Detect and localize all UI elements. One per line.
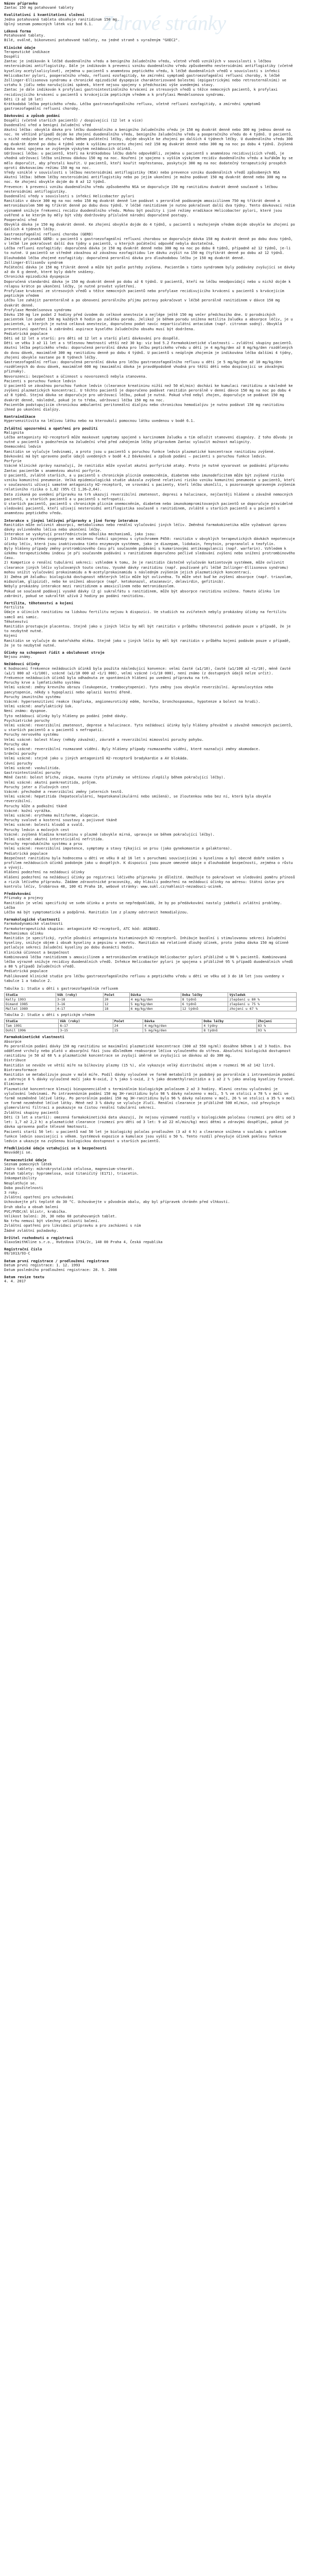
paragraph: Pediatrická populace <box>4 969 48 974</box>
paragraph: Velmi vzácné: erythema multiforme, alopecie. <box>4 813 100 818</box>
section-title: Farmakokinetické vlastnosti <box>4 1035 64 1040</box>
paragraph: Poruchy reprodukčního systému a prsu <box>4 842 82 846</box>
paragraph: Akutní léčba: obvyklá dávka pro léčbu duodenálního a benigního žaludečního vředu je 150 mg dvakrát denně nebo 300 mg jednou denně na noc. Ve většině případů dojde ke zhojení duodenálního vředu, benigního žaludečního vředu a pooperačního vředu do 4 týdnů. U pacientů, u nichž nedojde ke zhojení vředu během počáteční léčby, dojde obvykle ke zhojení po dalších 4 týdnech léčby. U duodenálního vředu 300 mg dvakrát denně po dobu 4 týdnů vede k vyššímu procentu zhojení než 150 mg dvakrát denně nebo 300 mg na noc po dobu 4 týdnů. Zvýšená dávka není spojena se zvýšeným výskytem nežádoucích účinků. <box>4 128 295 151</box>
section <box>4 1259 297 1273</box>
table-cell: 18 <box>103 1007 129 1011</box>
paragraph: Úplný seznam pomocných látek viz bod 6.1. <box>4 22 93 26</box>
table-row <box>5 1024 297 1028</box>
table-caption: Tabulka 1: Studie u dětí s gastroezofageálním refluxem <box>4 987 118 991</box>
paragraph: Velmi vzácné: hepatitida (hepatocelulární, hepatokanalikulární nebo smíšená), se žloutenkou nebo bez ní, která byla obvykle reverzibilní. <box>4 794 273 804</box>
paragraph: Ranitidin může ovlivnit absorpci, metabolismus nebo renální vylučování jiných léčiv. Změněná farmakokinetika může vyžadovat úpravu dávky ovlivněného léčiva nebo ukončení léčby. <box>4 522 289 532</box>
paragraph: K hodnocení frekvence nežádoucích účinků byla použita následující konvence: velmi časté (≥1/10), časté (≥1/100 až <1/10), méně časté (≥1/1 000 až <1/100), vzácné (≥1/10 000 až <1/1 000), velmi vzácné (<1/10 000), není známo (z dostupných údajů nelze určit). <box>4 666 293 675</box>
paragraph: Seznam pomocných látek <box>4 1162 52 1166</box>
table-cell: 6 týdnů <box>181 1002 228 1007</box>
paragraph: Léčba antagonisty H2-receptorů může maskovat symptomy spojené s karcinomem žaludku a tím odložit stanovení diagnózy. Z toho důvodu je nutné u pacientů s podezřením na žaludeční vřed před zahájením léčby přípravkem Zantac vyloučit možnost malignity. <box>4 435 295 445</box>
table-cell: 4 týdny <box>202 1024 256 1028</box>
paragraph: Dospělí <box>4 55 20 59</box>
paragraph: Léčbu lze zahájit parenterálně a po obnovení perorálního příjmu potravy pokračovat v léčbě perorálně ranitidinem v dávce 150 mg dvakrát denně. <box>4 298 282 308</box>
paragraph: Zantac 150 mg potahované tablety <box>4 6 74 10</box>
section-title: Farmaceutické údaje <box>4 1157 47 1162</box>
paragraph: Klinická účinnost a bezpečnost <box>4 950 70 955</box>
paragraph: Hlášení podezření na nežádoucí účinky <box>4 870 84 875</box>
paragraph: Po perorálním podání dávky 150 mg ranitidinu se maximální plazmatické koncentrace (300 až 550 ng/ml) dosáhne během 1 až 3 hodin. Dva oddělené vrcholy nebo plató v absorpční fázi jsou důsledkem reabsorpce léčiva vyloučeného do střeva. Absolutní biologická dostupnost ranitidinu je 50 až 60 % a plazmatické koncentrace se zvyšují úměrně se zvyšující se dávkou až do 300 mg. <box>4 1044 293 1058</box>
paragraph: Velmi vzácné: akutní intersticiální nefritida. <box>4 837 104 841</box>
paragraph: Udržovací léčba: u pacientů, kteří na krátkodobou léčbu dobře odpověděli, zejména u pacientů s anamnézou recidivujících vředů, je vhodná udržovací léčba sníženou dávkou 150 mg na noc. Kouření je spojeno s vyšším výskytem recidiv duodenálního vředu a kuřákům by se mělo doporučit, aby přestali kouřit. U pacientů, kteří kouřit nepřestanou, poskytuje 300 mg na noc dodatečný terapeutický prospěch oproti dávkovacímu režimu 150 mg na noc. <box>4 151 295 170</box>
watermark-text: Zdravé stránky <box>102 11 227 35</box>
paragraph: Gastroezofageální refluxní choroba (GERD) <box>4 232 93 236</box>
paragraph: Velmi vzácné: vaskulitida. <box>4 766 61 770</box>
paragraph: Profylaxe krvácení ze stresových vředů u těžce nemocných pacientů nebo profylaxe recidivujícího krvácení u pacientů s krvácejícím peptickým vředem <box>4 289 286 298</box>
paragraph: Vzácné klinické zprávy naznačují, že ranitidin může vyvolat akutní porfyrické ataky. Proto je nutné vyvarovat se podávání přípravku Zantac pacientům s anamnézou akutní porfyrie. <box>4 464 291 473</box>
section <box>4 1275 297 1284</box>
paragraph: Malignita <box>4 430 24 435</box>
table-caption: Tabulka 2: Studie u dětí s peptickým vředem <box>4 1013 95 1018</box>
table-header-row <box>5 993 297 997</box>
table-header-cell: Věk (roky) <box>56 993 103 997</box>
paragraph: Absorpce <box>4 1039 22 1044</box>
paragraph: Pacientům podstupujícím chronickou ambulantní peritoneální dialýzu nebo chronickou hemodialýzu je nutno podávat 150 mg ranitidinu ihned po ukončení dialýzy. <box>4 402 286 412</box>
paragraph: Poruchy kůže a podkožní tkáně <box>4 804 67 808</box>
paragraph: Poruchy ledvin a močových cest <box>4 827 70 832</box>
paragraph: U pacientů se závažnou poruchou funkce ledvin (clearance kreatininu nižší než 50 ml/min) dochází ke kumulaci ranitidinu a následně ke zvýšení plazmatických koncentrací. U těchto pacientů je doporučeno podávat ranitidin perorálně v denní dávce 150 mg na noc po dobu 4 až 8 týdnů. Stejná dávka se doporučuje pro udržovací léčbu, pokud je nutná. Pokud vřed nebyl zhojen, doporučuje se podávat 150 mg dvakrát denně, následně, pokud je to třeba, udržovací léčba 150 mg na noc. <box>4 384 295 402</box>
section <box>4 45 297 112</box>
paragraph: Počáteční dávka je 150 mg třikrát denně a může být podle potřeby zvýšena. Pacientům s tímto syndromem byly podávány zvyšující se dávky až do 6 g denně, které byly dobře snášeny. <box>4 265 297 275</box>
paragraph: Vzácné: přechodné a reverzibilní změny jaterních testů. <box>4 789 124 794</box>
section-title: Klinické údaje <box>4 45 36 50</box>
section <box>4 1158 297 1233</box>
paragraph: 3) Změna pH žaludku: biologická dostupnost některých léčiv může být ovlivněna. To může vést buď ke zvýšení absorpce (např. triazolam, midazolam, glipizid), nebo ke snížení absorpce (např. ketokonazol, atazanavir, delavirdin, gefitinib). <box>4 574 295 584</box>
paragraph: PVC/PVDC/Al blistr, krabička. <box>4 1209 67 1214</box>
paragraph: Pokud se současně podávají vysoké dávky (2 g) sukralfátu s ranitidinem, může být absorpce ranitidinu snížena. Tomuto účinku lze zabránit, pokud se sukralfát užívá 2 hodiny po podání ranitidinu. <box>4 589 282 598</box>
paragraph: Datum první registrace: 1. 12. 1993 <box>4 1263 80 1267</box>
paragraph: Vzácné: kožní vyrážka. <box>4 808 52 813</box>
paragraph: Interakce se vyskytují prostřednictvím několika mechanismů, jako jsou: <box>4 532 157 537</box>
table-cell: 3–18 <box>56 997 103 1002</box>
table-cell: zlepšení u 80 % <box>228 997 297 1002</box>
paragraph: Duodenální vředy v souvislosti s infekcí Helicobacter pylori <box>4 194 134 198</box>
section-title: Fertilita, těhotenství a kojení <box>4 600 74 605</box>
table-cell: Mallet 1989 <box>5 1007 56 1011</box>
table-header-cell: Počet <box>113 1019 143 1024</box>
table-cell: 24 <box>113 1024 143 1028</box>
paragraph: Zantac je dále indikován k profylaxi gastrointestinálního krvácení ze stresových vředů u těžce nemocných pacientů, k profylaxi recidivujícího krvácení u pacientů s krvácejícím peptickým vředem a k profylaxi Mendelsonova syndromu. <box>4 88 280 97</box>
data-table <box>4 992 297 1011</box>
paragraph: Zvláštní skupiny pacientů <box>4 1110 59 1115</box>
section <box>4 1247 297 1256</box>
table-cell: 20 <box>103 997 129 1002</box>
section-title: Účinky na schopnost řídit a obsluhovat stroje <box>4 650 105 655</box>
paragraph: Jádro tablety: mikrokrystalická celulosa, magnesium-stearát. <box>4 1166 134 1171</box>
paragraph: Ranitidin se vylučuje do mateřského mléka. Stejně jako u jiných léčiv by měl být ranitidin v průběhu kojení podáván pouze v případě, že je to nezbytně nutné. <box>4 638 293 648</box>
paragraph: Krátkodobá léčba peptického vředu. Léčba gastroezofageálního refluxu, včetně refluxní ezofagitidy, a zmírnění symptomů gastroezofageální refluxní choroby. <box>4 102 263 111</box>
paragraph: Fertilita <box>4 605 24 610</box>
table-header-cell: Dávka <box>143 1019 202 1024</box>
paragraph: Kojení <box>4 634 18 638</box>
section <box>4 1 297 10</box>
section-title: Zvláštní upozornění a opatření pro použití <box>4 426 98 431</box>
table-cell: 15 <box>113 1028 143 1033</box>
section <box>4 1035 297 1144</box>
paragraph: Poruchy jater a žlučových cest <box>4 785 70 789</box>
section-title: Předklinické údaje vztahující se k bezpečnosti <box>4 1146 107 1151</box>
paragraph: Pacienti s poruchou funkce ledvin <box>4 379 76 383</box>
table-cell: 3–16 <box>56 1002 103 1007</box>
paragraph: Eliminace <box>4 1082 24 1087</box>
paragraph: Dospělí (včetně starších pacientů) / dospívající (12 let a více) <box>4 118 143 123</box>
section-title: Datum první registrace / prodloužení registrace <box>4 1258 109 1263</box>
table-header-row <box>5 1019 297 1024</box>
table-cell: 5 mg/kg/den <box>143 1028 202 1033</box>
table-header-cell: Doba léčby <box>181 993 228 997</box>
paragraph: Ranitidin se vylučuje ledvinami, a proto jsou u pacientů s poruchou funkce ledvin plazmatické koncentrace ranitidinu zvýšené. Dávkování má být upraveno podle údajů uvedených v bodě 4.2 Dávkování a způsob podání – pacienti s poruchou funkce ledvin. <box>4 449 278 459</box>
paragraph: Inkompatibility <box>4 1176 37 1181</box>
section <box>4 12 297 27</box>
table-cell: 93 % <box>256 1028 296 1033</box>
paragraph: Zvláštní opatření pro likvidaci přípravku a pro zacházení s ním <box>4 1224 141 1228</box>
paragraph: Léčba má být symptomatická a podpůrná. Ranitidin lze z plazmy odstranit hemodialýzou. <box>4 910 189 914</box>
table-cell: zhojení u 67 % <box>228 1007 297 1011</box>
paragraph: Neuvádějí se. <box>4 1150 32 1155</box>
paragraph: Příznaky a projevy <box>4 896 43 901</box>
section <box>4 891 297 915</box>
section-title: Farmakologické vlastnosti <box>4 917 60 922</box>
section <box>4 414 297 423</box>
paragraph: Poruchy svalové a kosterní soustavy a pojivové tkáně <box>4 818 117 823</box>
paragraph: Gastrointestinální poruchy <box>4 771 61 775</box>
paragraph: Velmi vzácné: reverzibilní impotence, symptomy a stavy týkající se prsu (jako gynekomastie a galaktorea). <box>4 846 232 851</box>
section-title: Název přípravku <box>4 1 38 6</box>
paragraph: Chronická epizodická dyspepsie <box>4 275 70 279</box>
paragraph: Srdeční poruchy <box>4 752 37 756</box>
paragraph: Zollinger-Ellisonův syndrom <box>4 260 63 265</box>
table-cell: 12 týdnů <box>181 1007 228 1011</box>
paragraph: Pediatrická populace <box>4 851 48 856</box>
table-row <box>5 1002 297 1007</box>
table-cell: 8 týdnů <box>202 1028 256 1033</box>
paragraph: 1) Inhibice systému oxygenázy se smíšenou funkcí spojenou s cytochromem P450: ranitidin v obvyklých terapeutických dávkách nepotencuje účinky léčiv, která jsou inaktivována tímto enzymovým systémem, jako je diazepam, lidokain, fenytoin, propranolol a teofylin. <box>4 537 297 546</box>
paragraph: Ranitidin je specifický, rychle působící antagonista histaminových H2-receptorů. Inhibuje bazální i stimulovanou sekreci žaludeční kyseliny, snižuje objem i obsah kyseliny a pepsinu v sekretu. Ranitidin má relativně dlouhý účinek, proto jedna dávka 150 mg účinně potlačuje sekreci žaludeční kyseliny po dobu dvanácti hodin. <box>4 936 291 950</box>
table-cell: 8 týdnů <box>181 997 228 1002</box>
paragraph: Pooperační vřed <box>4 217 37 222</box>
paragraph: Ranitidin v dávce 300 mg na noc nebo 150 mg dvakrát denně lze podávat s perorálně podávaným amoxicilinem 750 mg třikrát denně a metronidazolem 500 mg třikrát denně po dobu dvou týdnů. V léčbě ranitidinem je nutno pokračovat další dva týdny. Tento dávkovací režim významně snižuje frekvenci recidiv duodenálního vředu. Mohou být použity i jiné režimy eradikace Helicobacter pylori, které jsou ověřené a ke kterým by měly být vždy dodržovány příslušné národní doporučené postupy. <box>4 199 297 217</box>
paragraph: Porfyrie <box>4 459 22 464</box>
section-title: Kontraindikace <box>4 414 36 419</box>
paragraph: Vředy vzniklé v souvislosti s léčbou nesteroidními antiflogistiky (NSA) nebo prevence vzniku duodenálních vředů způsobených NSA <box>4 170 280 175</box>
paragraph: Údaje o účincích ranitidinu na lidskou fertilitu nejsou k dispozici. Ve studiích na zvířatech nebyly prokázány účinky na fertilitu samců ani samic. <box>4 610 289 619</box>
paragraph: Potahované tablety. <box>4 33 46 38</box>
table-row <box>5 1007 297 1011</box>
paragraph: Psychiatrické poruchy <box>4 718 50 723</box>
paragraph: Bílé, oválné, bikonvexní potahované tablety, na jedné straně s vyraženým "GXEC2". <box>4 38 180 43</box>
table-row <box>5 997 297 1002</box>
paragraph: Poruchy krve a lymfatického systému <box>4 681 80 685</box>
paragraph: Cévní poruchy <box>4 761 32 766</box>
paragraph: Akutní léčba: během léčby nesteroidními antiflogistiky nebo po jejím ukončení je možno podávat 150 mg dvakrát denně nebo 300 mg na noc. Ke zhojení obvykle dojde do 8 až 12 týdnů. <box>4 175 289 184</box>
paragraph: Akutní léčba peptického vředu: doporučená perorální dávka pro léčbu peptického vředu u dětí je 4 mg/kg/den až 8 mg/kg/den rozdělených do dvou dávek, maximálně 300 mg ranitidinu denně po dobu 4 týdnů. U pacientů s neúplným zhojením je indikována léčba dalšími 4 týdny, zhojení obvykle nastane po 8 týdnech léčby. <box>4 346 295 360</box>
table-cell: 3–15 <box>59 1028 113 1033</box>
paragraph: Nejsou známy. <box>4 655 32 659</box>
paragraph: 4. 4. 2017 <box>4 1279 26 1284</box>
paragraph: Terapeutické indikace <box>4 49 50 54</box>
table-cell: 5 mg/kg/den <box>129 1002 181 1007</box>
table-cell: Dohil 1996 <box>5 1028 59 1033</box>
paragraph: Není známo: dyspnoe. <box>4 709 48 714</box>
paragraph: Neuplatňuje se. <box>4 1181 37 1185</box>
table-header-cell: Počet <box>103 993 129 997</box>
section <box>4 1146 297 1155</box>
paragraph: Kombinovaná léčba ranitidinem s amoxicilinem a metronidazolem eradikuje Helicobacter pylori přibližně u 90 % pacientů. Kombinovaná léčba výrazně snižuje recidivy duodenálních vředů. Infekce Helicobacter pylori je spojena s přibližně 95 % případů duodenálních vředů a 80 % případů žaludečních vředů. <box>4 955 295 969</box>
paragraph: 3 roky. <box>4 1190 20 1195</box>
table-cell: 4–17 <box>56 1007 103 1011</box>
paragraph: Léčba <box>4 905 15 910</box>
section <box>4 518 297 599</box>
paragraph: U pacientů, zvláště starších, a u pacientů s chronickým plicním onemocněním, diabetem nebo imunodeficitem může být zvýšené riziko vzniku komunitní pneumonie. Velká epidemiologická studie ukázala zvýšené relativní riziko vzniku komunitní pneumonie u pacientů, kteří v současnosti užívají samotné antagonisty H2-receptorů, ve srovnání s pacienty, kteří léčbu ukončili, s pozorovaným upraveným zvýšením relativního rizika o 1,82 (95% CI 1,26–2,64). <box>4 473 297 492</box>
paragraph: Velmi vzácné: akutní pankreatitida, průjem. <box>4 780 98 785</box>
paragraph: Bezpečnost ranitidinu byla hodnocena u dětí ve věku 0 až 16 let s poruchami souvisejícími s kyselinou a byl obecně dobře snášen s profilem nežádoucích účinků podobným jako u dospělých. K dispozici jsou pouze omezené údaje o dlouhodobé bezpečnosti, zejména o růstu a vývoji. <box>4 856 295 870</box>
paragraph: Tyto nežádoucí účinky byly hlášeny po podání jedné dávky. <box>4 714 128 718</box>
section <box>4 917 297 984</box>
table-cell: zlepšení u 75 % <box>228 1002 297 1007</box>
table-cell: Dimand 1985 <box>5 1002 56 1007</box>
paragraph: Hlášení podezření na nežádoucí účinky po registraci léčivého přípravku je důležité. Umožňuje to pokračovat ve sledování poměru přínosů a rizik léčivého přípravku. Žádáme zdravotnické pracovníky, aby hlásili podezření na nežádoucí účinky na adresu: Státní ústav pro kontrolu léčiv, Šrobárova 48, 100 41 Praha 10, webové stránky: www.sukl.cz/nahlasit-nezadouci-ucinek. <box>4 875 297 889</box>
paragraph: Nebyly prokázány interakce mezi ranitidinem a amoxicilinem nebo metronidazolem. <box>4 584 176 589</box>
table-header-cell: Dávka <box>129 993 181 997</box>
section-title: Registrační číslo <box>4 1247 42 1252</box>
paragraph: Prevence: k prevenci vzniku duodenálního vředu způsobeného NSA se doporučuje 150 mg ranitidinu dvakrát denně současně s léčbou nesteroidními antiflogistiky. <box>4 184 280 194</box>
section <box>4 29 297 43</box>
paragraph: Dlouhodobá léčba zhojené ezofagitidy: doporučená perorální dávka pro dlouhodobou léčbu je 150 mg dvakrát denně. <box>4 256 245 260</box>
paragraph: Mechanismus účinku <box>4 931 43 936</box>
section <box>4 426 297 516</box>
section <box>4 601 297 648</box>
paragraph: Méně časté: bolest břicha, zácpa, nauzea (tyto příznaky se většinou zlepšily během pokračující léčby). <box>4 775 226 780</box>
section-title: Kvalitativní i kvantitativní složení <box>4 12 84 18</box>
paragraph: Děti (3 až 18 let) <box>4 97 43 101</box>
table-header-cell: Studie <box>5 993 56 997</box>
section-title: Držitel rozhodnutí o registraci <box>4 1235 74 1240</box>
paragraph: Děti (3 let a starší): omezená farmakokinetická data ukazují, že nejsou významné rozdíly v biologickém poločasu (rozmezí pro děti od 3 let: 1,7 až 2,2 h) a plazmatické clearance (rozmezí pro děti od 3 let: 9 až 22 ml/min/kg) mezi dětmi a zdravými dospělými, pokud je dávka upravena podle tělesné hmotnosti. <box>4 1115 297 1129</box>
paragraph: Žádné zvláštní požadavky. <box>4 1228 59 1233</box>
paragraph: Farmakodynamické vlastnosti <box>4 922 63 926</box>
paragraph: Uchovávejte při teplotě do 30 °C. Uchovávejte v původním obalu, aby byl přípravek chráněn před vlhkostí. <box>4 1200 230 1205</box>
paragraph: Ranitidin se metabolizuje pouze v malé míře. Podíl dávky vyloučené ve formě metabolitů je podobný po perorálním i intravenózním podání a zahrnuje 6 % dávky vyloučené močí jako N-oxid, 2 % jako S-oxid, 2 % jako desmethylranitidin a 1 až 2 % jako analog kyseliny furoové. <box>4 1073 297 1082</box>
table-row <box>5 1028 297 1033</box>
paragraph: Doba použitelnosti <box>4 1185 43 1190</box>
paragraph: Poruchy oka <box>4 742 28 747</box>
paragraph: Velmi vzácné: bolest hlavy (někdy závažná), závratě a reverzibilní mimovolní poruchy pohybu. <box>4 737 204 742</box>
paragraph: Dávku 150 mg lze podat 2 hodiny před úvodem do celkové anestezie a nejlépe ještě 150 mg večer předchozího dne. U porodnických pacientek lze podat 150 mg každých 6 hodin po začátku porodu. Jelikož je během porodu snížena motilita žaludku a absorpce léčiv, je u pacientek, u kterých je nutná celková anestezie, doporučeno podat navíc neparticulátní antacidum (např. citronan sodný). Obvyklá preventivní opatření k zabránění aspirace kyselého žaludečního obsahu musí být dodržena. <box>4 313 295 331</box>
paragraph: Velikost balení: 20, 30 nebo 60 potahovaných tablet. <box>4 1214 117 1218</box>
paragraph: GlaxoSmithKline s.r.o., Hvězdova 1734/2c, 140 00 Praha 4, Česká republika <box>4 1240 163 1244</box>
paragraph: Těhotenství <box>4 619 28 624</box>
table-cell: 6 mg/kg/den <box>129 1007 181 1011</box>
paragraph: Datum posledního prodloužení registrace: 28. 5. 2008 <box>4 1267 117 1272</box>
table-cell: Tam 1991 <box>5 1024 59 1028</box>
paragraph: Doporučená standardní dávka je 150 mg dvakrát denně po dobu až 6 týdnů. U pacientů, kteří na léčbu neodpovídají nebo u nichž dojde k relapsu krátce po ukončení léčby, je nutné provést vyšetření. <box>4 279 293 289</box>
paragraph: Frekvence nežádoucích účinků byla odhadnuta ze spontánních hlášení po uvedení přípravku na trh. <box>4 676 211 681</box>
paragraph: Zantac je indikován k léčbě duodenálního vředu a benigního žaludečního vředu, včetně vředů vzniklých v souvislosti s léčbou nesteroidními antiflogistiky. Dále je indikován k prevenci vzniku duodenálního vředu způsobeného nesteroidními antiflogistiky (včetně kyseliny acetylsalicylové), zejména u pacientů s anamnézou peptického vředu, k léčbě duodenálních vředů v souvislosti s infekcí Helicobacter pylori, pooperačního vředu, refluxní ezofagitidy, ke zmírnění symptomů gastroezofageální refluxní choroby, k léčbě Zollinger-Ellisonova syndromu a chronické epizodické dyspepsie charakterizované bolestmi (epigastrickými nebo retrosternálními) ve vztahu k jídlu nebo narušujícími spánek, které nejsou spojeny s předchozími výše uvedenými stavy. <box>4 59 295 88</box>
table-cell: 12 <box>103 1002 129 1007</box>
paragraph: Publikované klinické studie pro léčbu gastroezofageálního refluxu a peptického vředu u dětí ve věku od 3 do 18 let jsou uvedeny v tabulce 1 a tabulce 2. <box>4 974 286 983</box>
paragraph: Velmi vzácné: změny krevního obrazu (leukopenie, trombocytopenie). Tyto změny jsou obvykle reverzibilní. Agranulocytóza nebo pancytopenie, někdy s hypoplazií nebo aplazií kostní dřeně. <box>4 685 276 694</box>
section-title: Nežádoucí účinky <box>4 662 40 667</box>
table-header-cell: Výsledek <box>228 993 297 997</box>
table-header-cell: Věk (roky) <box>59 1019 113 1024</box>
paragraph: Léčba refluxní ezofagitidy: doporučená dávka je 150 mg dvakrát denně nebo 300 mg na noc po dobu 8 týdnů, případně až 12 týdnů, je-li to nutné. U pacientů se středně závažnou až závažnou ezofagitidou lze dávku zvýšit na 150 mg čtyřikrát denně po dobu až 12 týdnů. <box>4 246 293 256</box>
paragraph: Hypersenzitivita na léčivou látku nebo na kteroukoli pomocnou látku uvedenou v bodě 6.1. <box>4 419 195 423</box>
table-header-cell: Zhojení <box>256 1019 296 1024</box>
paragraph: Poruchy imunitního systému <box>4 694 61 699</box>
paragraph: Novorozenci: bezpečnost a účinnost u novorozenců nebyla stanovena. <box>4 374 148 379</box>
paragraph: Velmi vzácné: stejně jako u jiných antagonistů H2-receptorů bradykardie a AV blokáda. <box>4 756 189 761</box>
paragraph: U starších pacientů, pacientů s chronickým plicním onemocněním, diabetem nebo imunokompromitovaných pacientů se doporučuje pravidelné sledování pacientů, kteří užívají nesteroidní antiflogistika současně s ranitidinem, zvláště u starších pacientů a u pacientů s anamnézou peptického vředu. <box>4 501 295 516</box>
table-cell: 6–17 <box>59 1024 113 1028</box>
table-header-cell: Doba léčby <box>202 1019 256 1024</box>
table-header-cell: Studie <box>5 1019 59 1024</box>
paragraph: Druh obalu a obsah balení <box>4 1205 59 1209</box>
paragraph: Poruchy nervového systému <box>4 733 59 737</box>
paragraph: Obvyklá dávka je 150 mg dvakrát denně. Ke zhojení obvykle dojde do 4 týdnů, u pacientů s nezhojeným vředem dojde obvykle ke zhojení po dalších 4 týdnech léčby. <box>4 223 297 232</box>
paragraph: Jedna potahovaná tableta obsahuje ranitidinum 150 mg. <box>4 17 119 22</box>
section <box>4 650 297 659</box>
paragraph: Vzácné: hypersenzitivní reakce (kopřivka, angioneurotický edém, horečka, bronchospasmus, hypotenze a bolest na hrudi). <box>4 700 261 704</box>
paragraph: Profylaxe Mendelsonova syndromu <box>4 308 72 312</box>
section-title: Léková forma <box>4 29 31 34</box>
paragraph: Ranitidin se neváže ve větší míře na bílkoviny plazmy (15 %), ale vykazuje velký distribuční objem v rozmezí 96 až 142 litrů. <box>4 1063 276 1067</box>
paragraph: Velmi vzácné: reverzibilní rozmazané vidění. Byly hlášeny případy rozmazaného vidění, které naznačují změny akomodace. <box>4 747 261 752</box>
paragraph: Gastroezofageální reflux: doporučená perorální dávka pro léčbu gastroezofageálního refluxu u dětí je 5 mg/kg/den až 10 mg/kg/den rozdělených do dvou dávek, maximálně 600 mg (maximální dávka je pravděpodobně vhodná pro těžší děti nebo dospívající se závažnými příznaky). <box>4 360 286 374</box>
paragraph: Duodenální vřed a benigní žaludeční vřed <box>4 123 91 127</box>
table-cell: 83 % <box>256 1024 296 1028</box>
paragraph: Velmi vzácné: anafylaktický šok. <box>4 704 74 709</box>
paragraph: Biotransformace <box>4 1067 37 1072</box>
paragraph: Potah tablety: hypromelosa, oxid titaničitý (E171), triacetin. <box>4 1172 139 1176</box>
section-title: Dávkování a způsob podání <box>4 113 60 118</box>
paragraph: Ranitidin je velmi specifický ve svém účinku a proto se nepředpokládá, že by po předávkování nastaly jakékoli zvláštní problémy. <box>4 901 282 905</box>
paragraph: Děti od 12 let a starší: pro děti od 12 let a starší platí dávkování pro dospělé. <box>4 336 180 341</box>
paragraph: Farmakoterapeutická skupina: antagonisté H2-receptorů, ATC kód: A02BA02. <box>4 926 161 931</box>
section-title: Datum revize textu <box>4 1275 44 1280</box>
section <box>4 113 297 412</box>
paragraph: Zvláštní opatření pro uchovávání <box>4 1195 74 1200</box>
section-title: Interakce s jinými léčivými přípravky a jiné formy interakce <box>4 518 138 523</box>
paragraph: Onemocnění ledvin <box>4 445 41 449</box>
table-cell: 4 mg/kg/den <box>129 997 181 1002</box>
paragraph: Plazmatické koncentrace klesají biexponenciálně s terminálním biologickým poločasem 2 až 3 hodiny. Hlavní cestou vylučování je vylučování ledvinami. Po intravenózním podání 150 mg 3H-ranitidinu bylo 98 % dávky nalezeno v moči, 5 % ve stolici a 70 % v moči ve formě nezměněné léčivé látky. Po perorálním podání 150 mg 3H-ranitidinu bylo 96 % dávky nalezeno v moči, 26 % ve stolici a 35 % v moči ve formě nezměněné léčivé látky. Méně než 3 % dávky se vylučuje žlučí. Renální clearance je přibližně 500 ml/min, což převyšuje glomerulární filtraci a poukazuje na čistou renální tubulární sekreci. <box>4 1087 297 1110</box>
paragraph: 09/1013/93-C <box>4 1251 30 1256</box>
paragraph: Data získaná po uvedení přípravku na trh ukazují reverzibilní zmatenost, depresi a halucinace, nejčastěji hlášené u závažně nemocných pacientů, u starších pacientů a u pacientů s nefropatií. <box>4 492 295 501</box>
section <box>4 1235 297 1245</box>
paragraph: 2) Kompetice o renální tubulární sekreci: vzhledem k tomu, že je ranitidin částečně vylučován kationtovým systémem, může ovlivnit clearance jiných léčiv vylučovaných touto cestou. Vysoké dávky ranitidinu (např. používané při léčbě Zollinger-Ellisonova syndromu) mohou snížit vylučování prokainamidu a N-acetylprokainamidu s následným zvýšením jejich plazmatických koncentrací. <box>4 561 291 574</box>
paragraph: Distribuce <box>4 1058 26 1063</box>
table-cell: 4 mg/kg/den <box>143 1024 202 1028</box>
section <box>4 662 297 889</box>
data-table <box>4 1019 297 1033</box>
paragraph: Vzácné: zvýšená hladina kreatininu v plazmě (obvykle mírná, upravuje se během pokračující léčby). <box>4 832 215 837</box>
table-cell: Kelly 1993 <box>5 997 56 1002</box>
section-title: Předávkování <box>4 891 31 896</box>
paragraph: Pediatrická populace <box>4 331 48 336</box>
paragraph: Velmi vzácné: reverzibilní zmatenost, deprese a halucinace. Tyto nežádoucí účinky byly hlášeny převážně u závažně nemocných pacientů, u starších pacientů a u pacientů s nefropatií. <box>4 723 295 733</box>
paragraph: Byly hlášeny případy změny protrombinového času při současném podávání s kumarinovými antikoagulancii (např. warfarin). Vzhledem k úzkému terapeutickému indexu je při současném podávání s ranitidinem doporučeno pečlivé sledování zvýšení nebo snížení protrombinového času. <box>4 546 297 561</box>
document <box>0 0 301 1289</box>
paragraph: Na trhu nemusí být všechny velikosti balení. <box>4 1219 100 1224</box>
paragraph: Ranitidin prostupuje placentou. Stejně jako u jiných léčiv by měl být ranitidin v průběhu těhotenství podáván pouze v případě, že je to nezbytně nutné. <box>4 624 293 634</box>
paragraph: Velmi vzácné: bolesti kloubů a svalů. <box>4 823 84 827</box>
paragraph: Děti ve věku 3 až 11 let a s tělesnou hmotností větší než 30 kg: viz bod 5.2 Farmakokinetické vlastnosti – zvláštní skupiny pacientů. <box>4 341 293 346</box>
paragraph: Zmírnění příznaků GERD: u pacientů s gastroezofageální refluxní chorobou se doporučuje dávka 150 mg dvakrát denně po dobu dvou týdnů, v léčbě lze pokračovat další dva týdny u pacientů, u kterých počáteční odpověď nebyla dostatečná. <box>4 236 295 246</box>
paragraph: Pacienti starší 50 let: u pacientů nad 50 let je biologický poločas prodloužen (3 až 4 h) a clearance snížena v souladu s poklesem funkce ledvin související s věkem. Systémová expozice a kumulace jsou vyšší o 50 %. Tento rozdíl převyšuje účinek poklesu funkce ledvin a ukazuje na zvýšenou biologickou dostupnost u starších pacientů. <box>4 1129 289 1143</box>
